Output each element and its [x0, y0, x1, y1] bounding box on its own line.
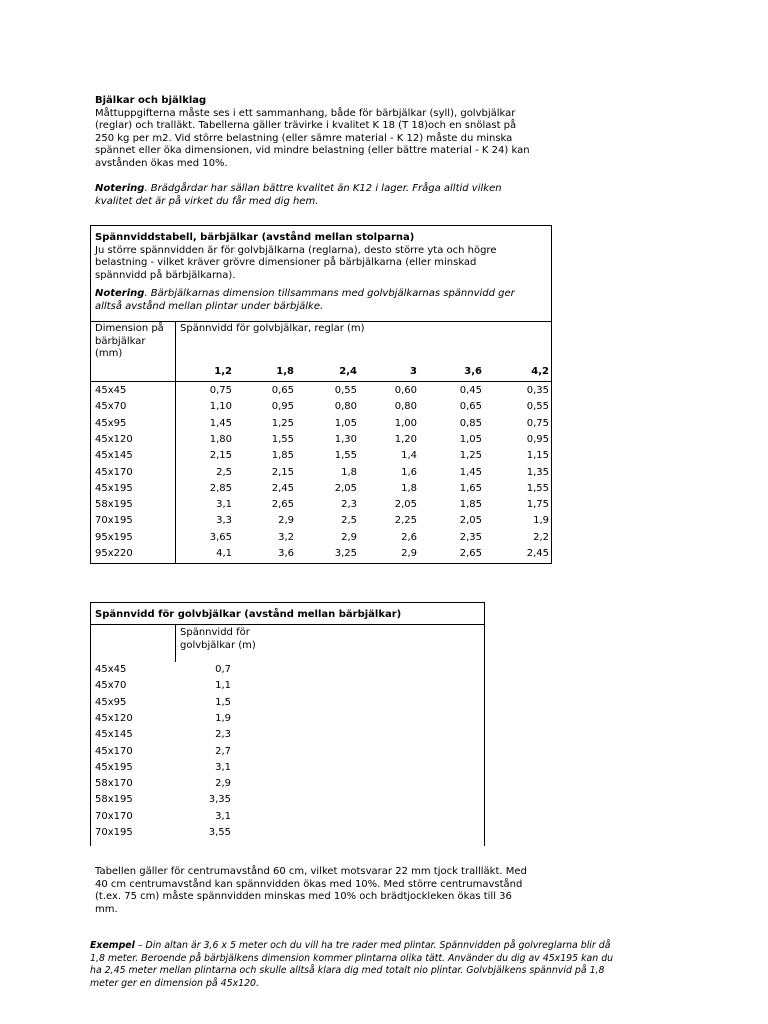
dimension-cell: 45x95	[95, 417, 127, 429]
intro-line: spännet eller öka dimensionen, vid mindre belastning (eller bättre material - K 24) kan	[95, 145, 530, 156]
footnote-line: Tabellen gäller för centrumavstånd 60 cm, vilket motsvarar 22 mm tjock trallläkt. Med	[95, 866, 527, 877]
span-value-cell: 1,1	[215, 680, 231, 692]
table-row	[91, 450, 551, 466]
span-value-cell: 3,3	[216, 515, 232, 527]
example-label: Exempel	[90, 940, 135, 951]
column-header: 3	[410, 366, 417, 377]
dimension-cell: 95x195	[95, 531, 133, 543]
span-value-cell: 1,25	[271, 417, 294, 429]
span-value-cell: 0,80	[334, 401, 357, 413]
table-row	[91, 434, 551, 450]
joist-span-table	[90, 602, 485, 846]
span-value-cell: 0,65	[459, 401, 482, 413]
span-value-cell: 1,55	[334, 450, 357, 462]
footnote	[95, 866, 565, 916]
dimension-cell: 58x170	[95, 778, 133, 790]
dimension-cell: 45x45	[95, 385, 127, 396]
table-row	[91, 746, 484, 762]
table1-intro	[95, 232, 547, 313]
table-row	[91, 729, 484, 745]
span-value-cell: 0,55	[334, 385, 357, 396]
span-value-cell: 3,25	[334, 548, 357, 559]
span-value-cell: 3,1	[215, 810, 231, 822]
span-value-cell: 0,45	[459, 385, 482, 396]
dimension-cell: 70x195	[95, 515, 133, 527]
dimension-header-line: (mm)	[95, 348, 123, 359]
table-row	[91, 548, 551, 564]
span-value-cell: 2,45	[526, 548, 549, 559]
span-value-cell: 0,75	[526, 417, 549, 429]
dimension-cell: 45x45	[95, 664, 127, 675]
span-value-cell: 1,55	[271, 433, 294, 445]
dimension-cell: 45x145	[95, 450, 133, 462]
span-value-cell: 1,20	[394, 433, 417, 445]
span-value-cell: 2,7	[215, 745, 231, 757]
dimension-cell: 45x170	[95, 466, 133, 478]
span-value-cell: 1,9	[533, 515, 549, 527]
table2-header-line: golvbjälkar (m)	[180, 639, 256, 651]
span-value-cell: 0,65	[271, 385, 294, 396]
span-value-cell: 1,45	[209, 417, 232, 429]
span-value-cell: 1,00	[394, 417, 417, 429]
note-label: Notering	[95, 183, 145, 194]
table-row	[91, 680, 484, 696]
span-value-cell: 1,85	[271, 450, 294, 462]
span-value-cell: 2,25	[394, 515, 417, 527]
example-section	[90, 940, 690, 990]
span-value-cell: 3,1	[215, 761, 231, 773]
span-value-cell: 3,2	[278, 531, 294, 543]
span-value-cell: 2,05	[334, 482, 357, 494]
span-value-cell: 1,55	[526, 482, 549, 494]
span-value-cell: 2,5	[216, 466, 232, 478]
table1-header-rule	[91, 321, 551, 322]
dimension-cell: 45x95	[95, 696, 127, 708]
span-value-cell: 0,85	[459, 417, 482, 429]
table-row	[91, 418, 551, 434]
span-value-cell: 3,65	[209, 531, 232, 543]
table-row	[91, 385, 551, 401]
span-value-cell: 3,35	[208, 794, 231, 806]
table1-note	[95, 288, 547, 313]
note-label: Notering	[95, 288, 145, 299]
span-value-cell: 2,6	[401, 531, 417, 543]
table-row	[91, 401, 551, 417]
note-text: kvalitet det är på virket du får med dig hem.	[95, 195, 319, 207]
table1-body-rule	[91, 381, 551, 382]
span-value-cell: 4,1	[216, 548, 232, 559]
table-row	[91, 778, 484, 794]
intro-section	[95, 95, 565, 170]
column-header: 1,8	[276, 366, 294, 377]
span-value-cell: 1,05	[459, 433, 482, 445]
span-value-cell: 0,80	[394, 401, 417, 413]
dimension-cell: 45x70	[95, 680, 127, 692]
dimension-cell: 58x195	[95, 794, 133, 806]
footnote-line: 40 cm centrumavstånd kan spännvidden ökas med 10%. Med större centrumavstånd	[95, 878, 523, 890]
table2-value-header	[180, 627, 256, 652]
note-text: alltså avstånd mellan plintar under bärbjälke.	[95, 300, 324, 312]
dimension-cell: 45x120	[95, 712, 133, 724]
span-value-cell: 2,9	[401, 548, 417, 559]
intro-line: (reglar) och tralläkt. Tabellerna gäller trävirke i kvalitet K 18 (T 18)och en snölast på	[95, 120, 517, 131]
bearer-span-table	[90, 225, 552, 564]
span-value-cell: 1,75	[526, 499, 549, 511]
page-heading: Bjälkar och bjälklag	[95, 95, 207, 106]
example-line: ha 2,45 meter mellan plintarna och skulle alltså klara dig med totalt nio plintar. Golvbjälkens spännvid på 1,8	[90, 965, 605, 976]
span-value-cell: 1,45	[459, 466, 482, 478]
span-value-cell: 2,35	[459, 531, 482, 543]
span-header: Spännvidd för golvbjälkar, reglar (m)	[180, 323, 365, 334]
footnote-line: (t.ex. 75 cm) måste spännvidden minskas med 10% och brädtjockleken ökas till 36	[95, 891, 512, 902]
span-value-cell: 1,30	[334, 433, 357, 445]
column-header: 1,2	[214, 366, 232, 377]
table2-header-line: Spännvidd för	[180, 627, 250, 638]
intro-line: Måttuppgifterna måste ses i ett sammanhang, både för bärbjälkar (syll), golvbjälkar	[95, 107, 516, 119]
table1-desc-line: Ju större spännvidden är för golvbjälkarna (reglarna), desto större yta och högre	[95, 244, 497, 256]
dimension-cell: 70x195	[95, 827, 133, 838]
span-value-cell: 0,75	[209, 385, 232, 396]
span-value-cell: 3,6	[278, 548, 294, 559]
span-value-cell: 0,95	[526, 433, 549, 445]
intro-line: 250 kg per m2. Vid större belastning (eller sämre material - K 12) måste du minska	[95, 132, 513, 144]
table-row	[91, 664, 484, 680]
span-value-cell: 1,85	[459, 499, 482, 511]
dimension-cell: 70x170	[95, 810, 133, 822]
table-row	[91, 467, 551, 483]
example-line: – Din altan är 3,6 x 5 meter och du vill ha tre rader med plintar. Spännvidden på golvreglarna blir då	[134, 940, 611, 951]
span-value-cell: 2,65	[271, 499, 294, 511]
span-value-cell: 0,35	[526, 385, 549, 396]
span-value-cell: 2,15	[271, 466, 294, 478]
table1-desc-line: belastning - vilket kräver grövre dimensioner på bärbjälkarna (eller minskad	[95, 257, 477, 268]
table-row	[91, 483, 551, 499]
span-value-cell: 2,15	[209, 450, 232, 462]
span-value-cell: 2,05	[394, 499, 417, 511]
span-value-cell: 1,6	[401, 466, 417, 478]
dimension-cell: 58x195	[95, 499, 133, 511]
footnote-line: mm.	[95, 903, 118, 915]
span-value-cell: 1,65	[459, 482, 482, 494]
span-value-cell: 1,5	[215, 696, 231, 708]
table-row	[91, 713, 484, 729]
table2-header-rule	[91, 624, 484, 625]
note-text: . Brädgårdar har sällan bättre kvalitet än K12 i lager. Fråga alltid vilken	[144, 183, 502, 194]
example-line: meter ger en dimension på 45x120.	[90, 977, 259, 989]
span-value-cell: 1,35	[526, 466, 549, 478]
span-value-cell: 2,9	[278, 515, 294, 527]
dimension-cell: 45x195	[95, 761, 133, 773]
table2-title: Spännvidd för golvbjälkar (avstånd mellan bärbjälkar)	[95, 609, 402, 620]
table-row	[91, 515, 551, 531]
dimension-header-line: bärbjälkar	[95, 335, 146, 347]
table-row	[91, 827, 484, 843]
span-value-cell: 2,9	[215, 778, 231, 790]
intro-note	[95, 183, 565, 208]
column-header: 3,6	[464, 366, 482, 377]
span-value-cell: 1,9	[215, 712, 231, 724]
example-line: 1,8 meter. Beroende på bärbjälkens dimension kommer plintarna olika tätt. Använder du dig av 45x195 kan du	[90, 952, 614, 964]
span-value-cell: 2,85	[209, 482, 232, 494]
column-header: 2,4	[339, 366, 357, 377]
span-value-cell: 0,60	[394, 385, 417, 396]
table-row	[91, 532, 551, 548]
span-value-cell: 3,1	[216, 499, 232, 511]
table-row	[91, 762, 484, 778]
span-value-cell: 1,8	[401, 482, 417, 494]
span-value-cell: 0,7	[215, 664, 231, 675]
span-value-cell: 1,8	[341, 466, 357, 478]
dimension-header-line: Dimension på	[95, 323, 164, 334]
dimension-cell: 95x220	[95, 548, 133, 559]
span-value-cell: 2,65	[459, 548, 482, 559]
note-text: . Bärbjälkarnas dimension tillsammans med golvbjälkarnas spännvidd ger	[144, 288, 515, 299]
span-value-cell: 2,3	[215, 729, 231, 741]
span-value-cell: 0,55	[526, 401, 549, 413]
span-value-cell: 2,45	[271, 482, 294, 494]
column-header: 4,2	[531, 366, 549, 377]
table-row	[91, 811, 484, 827]
table1-title: Spännviddstabell, bärbjälkar (avstånd mellan stolparna)	[95, 232, 415, 243]
span-value-cell: 1,4	[401, 450, 417, 462]
span-value-cell: 2,2	[533, 531, 549, 543]
span-value-cell: 1,15	[526, 450, 549, 462]
span-value-cell: 1,25	[459, 450, 482, 462]
dimension-cell: 45x70	[95, 401, 127, 413]
span-value-cell: 1,80	[209, 433, 232, 445]
table1-desc-line: spännvidd på bärbjälkarna).	[95, 269, 236, 281]
table-row	[91, 794, 484, 810]
dimension-cell: 45x170	[95, 745, 133, 757]
span-value-cell: 1,05	[334, 417, 357, 429]
table-row	[91, 499, 551, 515]
table2-column-divider	[175, 624, 176, 662]
table-row	[91, 697, 484, 713]
span-value-cell: 2,9	[341, 531, 357, 543]
span-value-cell: 3,55	[208, 827, 231, 838]
dimension-header	[95, 323, 175, 361]
dimension-cell: 45x195	[95, 482, 133, 494]
span-value-cell: 2,05	[459, 515, 482, 527]
span-value-cell: 0,95	[271, 401, 294, 413]
span-value-cell: 1,10	[209, 401, 232, 413]
span-value-cell: 2,3	[341, 499, 357, 511]
span-value-cell: 2,5	[341, 515, 357, 527]
dimension-cell: 45x145	[95, 729, 133, 741]
intro-line: avstånden ökas med 10%.	[95, 157, 228, 169]
dimension-cell: 45x120	[95, 433, 133, 445]
